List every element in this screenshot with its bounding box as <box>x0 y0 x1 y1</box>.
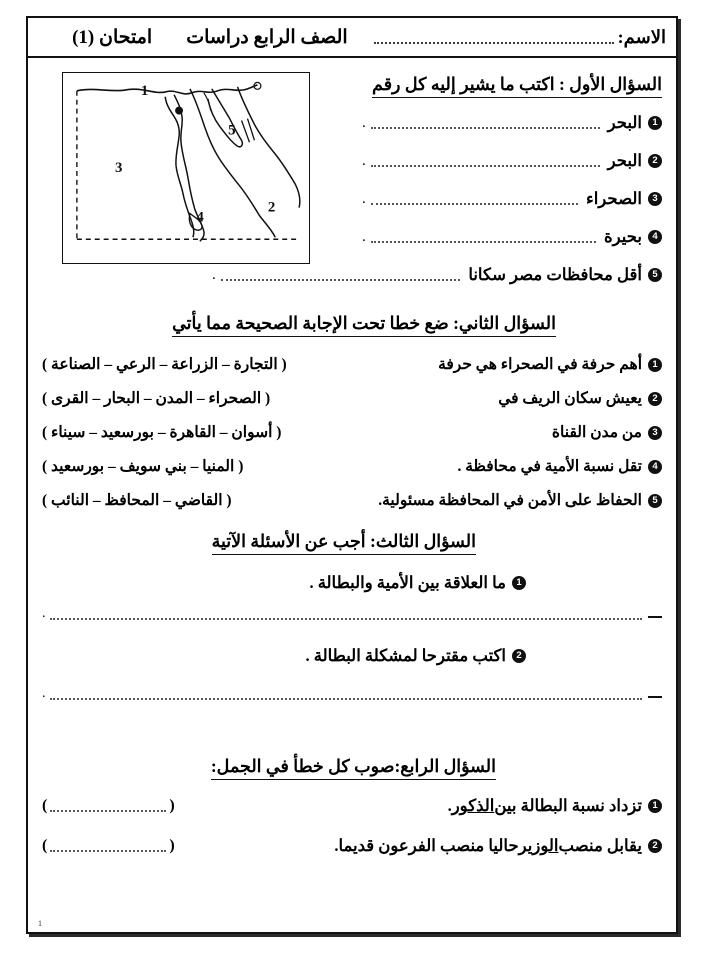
bullet-1: 1 <box>648 358 662 372</box>
q4-item-1-pre: تزداد نسبة البطالة بين <box>494 796 642 815</box>
question-3-heading: السؤال الثالث: أجب عن الأسئلة الآتية <box>212 531 476 555</box>
grade-subject-label: الصف الرابع دراسات <box>186 26 348 48</box>
name-label: الاسم: <box>617 26 666 47</box>
egypt-map-svg <box>63 73 309 263</box>
paren-open: ( <box>169 837 175 854</box>
q1-item-3-answer-blank[interactable] <box>371 193 578 205</box>
q2-item-4-stem: تقل نسبة الأمية في محافظة . <box>457 458 642 475</box>
question-2-item-2 <box>42 389 662 408</box>
map-label-2: 2 <box>267 199 276 216</box>
bullet-4: 4 <box>648 230 662 244</box>
q1-item-5-period: . <box>212 266 216 283</box>
map-label-1: 1 <box>140 82 149 99</box>
q2-item-1-choices[interactable]: ( التجارة – الزراعة – الرعي – الصناعة ) <box>42 356 287 373</box>
question-1-item-2 <box>362 151 662 171</box>
bullet-5: 5 <box>648 494 662 508</box>
q2-item-4-choices[interactable]: ( المنيا – بني سويف – بورسعيد ) <box>42 458 244 475</box>
q1-item-4-answer-blank[interactable] <box>371 231 596 243</box>
bullet-2: 2 <box>648 154 662 168</box>
bullet-2: 2 <box>648 839 662 853</box>
q4-item-2-dots[interactable] <box>50 841 166 852</box>
q1-item-1-answer-blank[interactable] <box>371 117 600 129</box>
exam-number-label: امتحان (1) <box>72 26 153 48</box>
q2-item-1-stem: أهم حرفة في الصحراء هي حرفة <box>438 356 642 373</box>
q3-item-2-end-dot: . <box>42 686 46 701</box>
bullet-1: 1 <box>648 116 662 130</box>
q1-item-5-label: أقل محافظات مصر سكانا <box>468 265 642 284</box>
line-dash-marker <box>648 610 662 618</box>
q1-item-1-period: . <box>362 114 366 131</box>
q2-item-2-stem: يعيش سكان الريف في <box>498 390 642 407</box>
bullet-1: 1 <box>512 576 526 590</box>
bullet-4: 4 <box>648 460 662 474</box>
q4-item-1-underlined: الذكور <box>451 796 495 815</box>
question-2-heading: السؤال الثاني: ضع خطا تحت الإجابة الصحيحة مما يأتي <box>172 313 556 337</box>
paren-close: ) <box>42 837 48 854</box>
q4-item-1-dots[interactable] <box>50 801 166 812</box>
question-4-item-1 <box>42 796 662 816</box>
q3-item-1-answer-line[interactable] <box>42 606 662 622</box>
question-2-item-4 <box>42 457 662 476</box>
question-2-item-5 <box>42 491 662 510</box>
exam-body <box>28 58 676 934</box>
question-4-item-2 <box>42 836 662 856</box>
q2-item-5-choices[interactable]: ( القاضي – المحافظ – النائب ) <box>42 492 232 509</box>
paren-close: ) <box>42 797 48 814</box>
q1-item-2-answer-blank[interactable] <box>371 155 600 167</box>
paren-open: ( <box>169 797 175 814</box>
exam-header <box>28 18 676 58</box>
bullet-2: 2 <box>648 392 662 406</box>
q4-item-2-underlined: الوزير <box>518 836 559 855</box>
q2-item-2-choices[interactable]: ( الصحراء – المدن – البحار – القرى ) <box>42 390 271 407</box>
question-3-item-1 <box>309 573 526 593</box>
question-4-heading: السؤال الرابع:صوب كل خطأ في الجمل: <box>211 756 496 780</box>
bullet-1: 1 <box>648 799 662 813</box>
page-number: 1 <box>38 919 42 928</box>
bullet-3: 3 <box>648 192 662 206</box>
bullet-5: 5 <box>648 268 662 282</box>
q3-item-1-end-dot: . <box>42 606 46 621</box>
question-1-item-4 <box>362 227 662 247</box>
q3-item-2-answer-line[interactable] <box>42 686 662 702</box>
map-label-5: 5 <box>228 122 236 139</box>
q1-item-3-label: الصحراء <box>585 189 642 208</box>
q1-item-1-label: البحر <box>607 113 642 132</box>
q4-item-2-correction-blank[interactable] <box>42 837 175 855</box>
bullet-3: 3 <box>648 426 662 440</box>
exam-sheet <box>26 16 678 934</box>
q2-item-5-stem: الحفاظ على الأمن في المحافظة مسئولية. <box>378 492 642 509</box>
line-dash-marker <box>648 690 662 698</box>
bullet-2: 2 <box>512 649 526 663</box>
q4-item-1-post: . <box>447 796 452 815</box>
q2-item-3-choices[interactable]: ( أسوان – القاهرة – بورسعيد – سيناء ) <box>42 424 282 441</box>
q3-item-1-text: ما العلاقة بين الأمية والبطالة . <box>309 573 506 592</box>
q2-item-3-stem: من مدن القناة <box>551 424 642 441</box>
q4-item-2-post: حاليا منصب الفرعون قديما. <box>334 836 519 855</box>
q1-item-2-period: . <box>362 152 366 169</box>
question-1-item-5 <box>212 265 662 285</box>
q1-item-4-label: بحيرة <box>604 227 642 246</box>
map-label-3: 3 <box>115 159 123 176</box>
q1-item-5-answer-blank[interactable] <box>221 269 461 281</box>
q1-item-3-period: . <box>362 190 366 207</box>
question-3-item-2 <box>306 646 526 666</box>
q3-item-2-text: اكتب مقترحا لمشكلة البطالة . <box>305 646 506 665</box>
q1-item-2-label: البحر <box>607 151 642 170</box>
q1-item-4-period: . <box>362 228 366 245</box>
question-1-item-3 <box>362 189 662 209</box>
map-label-4: 4 <box>196 209 204 226</box>
question-1-heading: السؤال الأول : اكتب ما يشير إليه كل رقم <box>372 74 662 98</box>
q3-item-2-dots[interactable] <box>50 688 643 700</box>
egypt-map-figure <box>62 72 310 264</box>
q3-item-1-dots[interactable] <box>50 608 643 620</box>
q4-item-2-pre: يقابل منصب <box>558 836 642 855</box>
q4-item-1-correction-blank[interactable] <box>42 797 175 815</box>
name-blank-line[interactable] <box>374 31 614 44</box>
question-2-item-3 <box>42 423 662 442</box>
question-2-item-1 <box>42 355 662 374</box>
question-1-item-1 <box>362 113 662 133</box>
